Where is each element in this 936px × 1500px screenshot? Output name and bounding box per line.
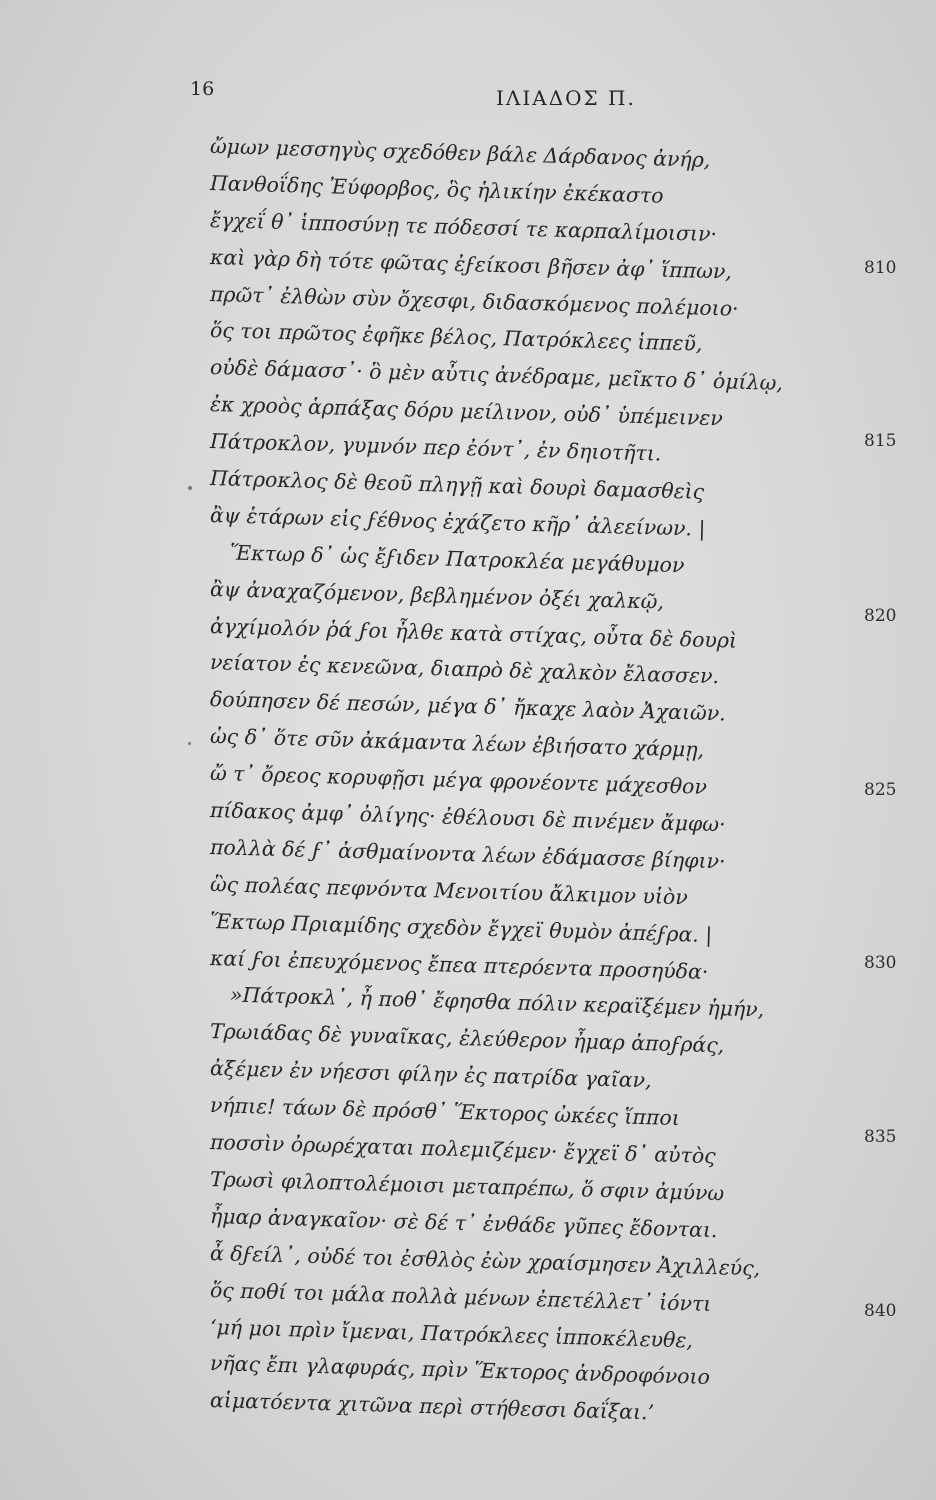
verse-line: ὣς πολέας πεφνόντα Μενοιτίου ἄλκιμον υἱὸν (209, 871, 689, 910)
verse-line: ἦμαρ ἀναγκαῖον· σὲ δέ τ᾽ ἐνθάδε γῦπες ἔδονται. (209, 1203, 718, 1242)
verse-line: οὐδὲ δάμασσ᾽· ὃ μὲν αὖτις ἀνέδραμε, μεῖκτο δ᾽ ὁμίλῳ, (209, 355, 784, 396)
line-number: 835 (864, 1127, 897, 1147)
verse-line: ἂψ ἀναχαζόμενον, βεβλημένον ὀξέι χαλκῷ, (209, 576, 665, 614)
line-number: 825 (864, 780, 897, 800)
verse-line: καὶ γὰρ δὴ τότε φῶτας ἐϝείκοσι βῆσεν ἀφ᾽ ἵππων, (209, 244, 733, 284)
verse-line: Ἕκτωρ δ᾽ ὡς ἔϝιδεν Πατροκλέα μεγάθυμον (229, 540, 685, 578)
verse-line: Τρωσὶ φιλοπτολέμοισι μεταπρέπω, ὅ σφιν ἀμύνω (209, 1166, 725, 1206)
verse-line: Πάτροκλον, γυμνόν περ ἐόντ᾽, ἐν δηιοτῆτι. (209, 429, 662, 466)
verse-line: πολλὰ δέ ϝ᾽ ἀσθμαίνοντα λέων ἐδάμασσε βίηφιν· (209, 834, 726, 874)
verse-line: ὤ τ᾽ ὄρεος κορυφῇσι μέγα φρονέοντε μάχεσθον (209, 761, 708, 800)
verse-line: ἂψ ἑτάρων εἰς ϝέθνος ἐχάζετο κῆρ᾽ ἀλεείνων. | (209, 502, 706, 541)
verse-line: δούπησεν δέ πεσών, μέγα δ᾽ ἤκαχε λαὸν Ἀχαιῶν. (209, 687, 727, 726)
verse-line: ‘μή μοι πρὶν ἴμεναι, Πατρόκλεες ἱπποκέλευθε, (209, 1314, 694, 1352)
page-number: 16 (190, 78, 215, 100)
paper-speck (188, 742, 191, 745)
verse-line: ὅς ποθί τοι μάλα πολλὰ μένων ἐπετέλλετ᾽ ἰόντι (209, 1277, 712, 1316)
verse-line: ἐκ χροὸς ἁρπάξας δόρυ μείλινον, οὐδ᾽ ὑπέμεινεν (209, 392, 724, 431)
verse-line: ἔγχεΐ θ᾽ ἱπποσύνῃ τε πόδεσσί τε καρπαλίμοισιν· (209, 207, 718, 246)
verse-line: καί ϝοι ἐπευχόμενος ἔπεα πτερόεντα προσηύδα· (209, 945, 709, 984)
verse-line: Τρωιάδας δὲ γυναῖκας, ἐλεύθερον ἦμαρ ἀποϝράς, (209, 1019, 725, 1058)
verse-line: Πανθοΐδης Ἐύφορβος, ὃς ἡλικίην ἐκέκαστο (209, 170, 664, 208)
line-number: 840 (864, 1301, 897, 1321)
verse-line: Πάτροκλος δὲ θεοῦ πληγῇ καὶ δουρὶ δαμασθεὶς (209, 466, 705, 504)
verse-line: νείατον ἐς κενεῶνα, διαπρὸ δὲ χαλκὸν ἔλασσεν. (209, 650, 720, 689)
verse-line: ὤμων μεσσηγὺς σχεδόθεν βάλε Δάρδανος ἀνήρ, (209, 134, 711, 172)
verse-line: πίδακος ἀμφ᾽ ὀλίγης· ἐθέλουσι δὲ πινέμεν ἄμφω· (209, 798, 726, 837)
verse-block (209, 128, 784, 1425)
paper-speck (188, 486, 192, 490)
verse-line: αἱματόεντα χιτῶνα περὶ στήθεσσι δαΐξαι.’ (209, 1388, 655, 1425)
verse-line: ὅς τοι πρῶτος ἐφῆκε βέλος, Πατρόκλεες ἱππεῦ, (209, 318, 703, 357)
verse-line: ἀξέμεν ἐν νήεσσι φίλην ἐς πατρίδα γαῖαν, (209, 1056, 652, 1093)
line-number: 815 (864, 431, 897, 451)
verse-line: ἆ δϝείλ᾽, οὐδέ τοι ἐσθλὸς ἐὼν χραίσμησεν Ἀχιλλεύς, (209, 1240, 761, 1281)
verse-line: νῆας ἔπι γλαφυράς, πρὶν Ἕκτορος ἀνδροφόνοιο (209, 1351, 711, 1390)
verse-line: ὡς δ᾽ ὅτε σῦν ἀκάμαντα λέων ἐβιήσατο χάρμῃ, (209, 724, 705, 763)
line-number: 820 (864, 606, 897, 626)
running-title: ΙΛΙΑΔΟΣ Π. (496, 86, 636, 110)
verse-line: Ἕκτωρ Πριαμίδης σχεδὸν ἔγχεϊ θυμὸν ἀπέϝρα. | (209, 908, 713, 947)
line-number: 810 (864, 258, 897, 278)
verse-line: νήπιε! τάων δὲ πρόσθ᾽ Ἕκτορος ὠκέες ἵπποι (209, 1093, 681, 1131)
verse-line: »Πάτροκλ᾽, ἦ ποθ᾽ ἔφησθα πόλιν κεραϊξέμεν ἡμήν, (229, 983, 765, 1022)
verse-line: ἀγχίμολόν ῥά ϝοι ἦλθε κατὰ στίχας, οὖτα δὲ δουρὶ (209, 613, 738, 653)
verse-line: πρῶτ᾽ ἐλθὼν σὺν ὄχεσφι, διδασκόμενος πολέμοιο· (209, 281, 739, 321)
verse-line: ποσσὶν ὀρωρέχαται πολεμιζέμεν· ἔγχεϊ δ᾽ αὐτὸς (209, 1130, 717, 1169)
line-number: 830 (864, 953, 897, 973)
